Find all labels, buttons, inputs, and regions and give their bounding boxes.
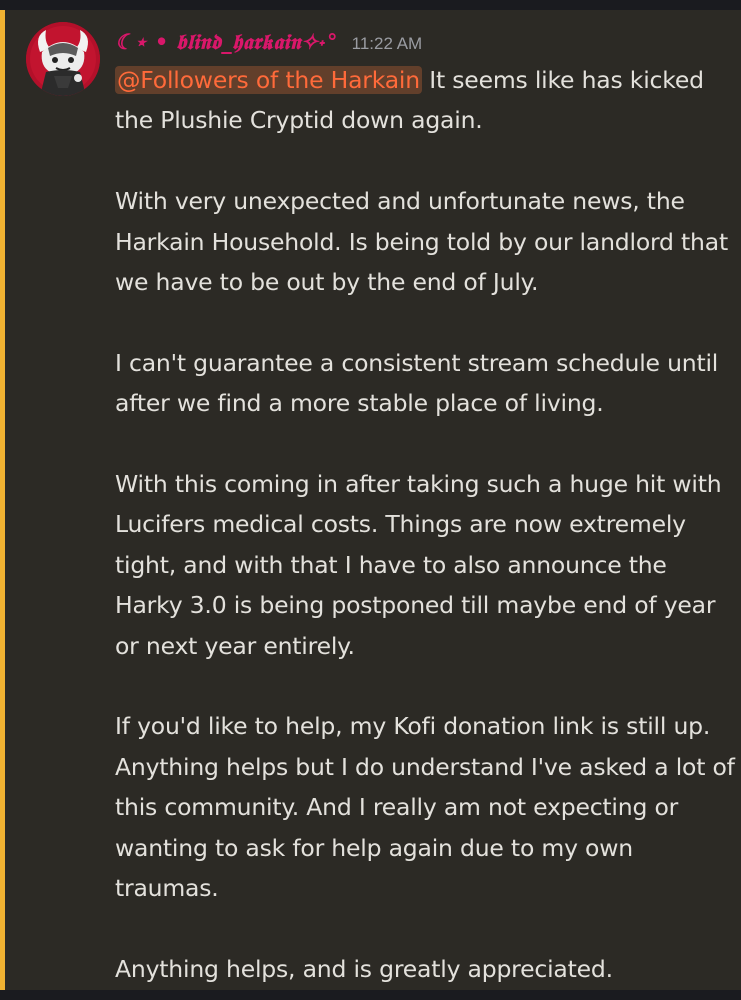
message-paragraph: With this coming in after taking such a huge hit with Lucifers medical costs. Things are now extremely tight, and with that I have to also announce the Harky 3.0 is being postponed till maybe end of year or next year entirely. [115,470,722,660]
top-divider [0,0,741,10]
avatar[interactable] [26,22,100,96]
message-paragraph [115,60,735,141]
bottom-divider [0,990,741,1000]
avatar-image [26,22,100,96]
role-mention[interactable]: @Followers of the Harkain [117,66,420,94]
message-timestamp[interactable]: 11:22 AM [351,33,423,53]
author-name[interactable]: ☾⋆ • 𝖇𝖑𝖎𝖓𝖉_𝖍𝖆𝖗𝖐𝖆𝖎𝖓✧˖° [115,29,338,54]
message-paragraph: I can't guarantee a consistent stream schedule until after we find a more stable place of living. [115,348,719,418]
message-paragraph: If you'd like to help, my Kofi donation link is still up. Anything helps but I do understand I've asked a lot of this community. And I really am not expecting or wanting to ask for help again due to my own traumas. [115,712,735,903]
message-content [115,60,735,989]
message-paragraph: With very unexpected and unfortunate news, the Harkain Household. Is being told by our landlord that we have to be out by the end of July. [115,187,728,297]
message-paragraph: Anything helps, and is greatly appreciated. [115,954,613,983]
chat-message [5,10,741,990]
paragraph-text: It seems like has kicked the Plushie Cryptid down again. [115,66,704,135]
message-header [115,26,422,58]
